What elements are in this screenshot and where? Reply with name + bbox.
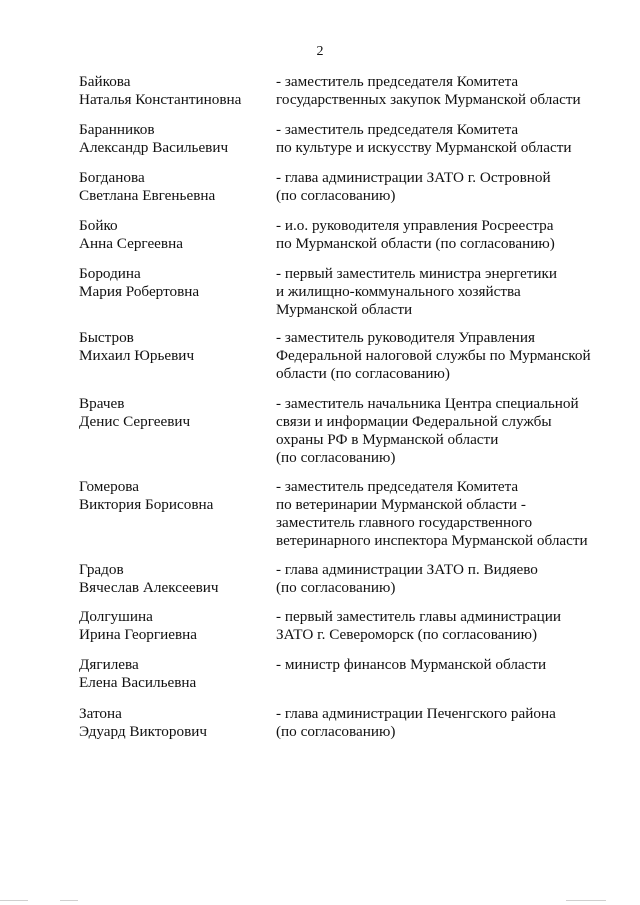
surname: Баранников bbox=[79, 121, 155, 138]
given-names: Мария Робертовна bbox=[79, 283, 200, 300]
role-line: охраны РФ в Мурманской области bbox=[276, 431, 499, 448]
person-name bbox=[79, 169, 269, 205]
given-names: Елена Васильевна bbox=[79, 674, 197, 691]
role-line: области (по согласованию) bbox=[276, 365, 450, 382]
role-line: - и.о. руководителя управления Росреестра bbox=[276, 217, 554, 234]
role-line: ЗАТО г. Североморск (по согласованию) bbox=[276, 626, 538, 643]
role-line: - заместитель начальника Центра специальной bbox=[276, 395, 579, 412]
given-names: Эдуард Викторович bbox=[79, 723, 208, 740]
role-line: - глава администрации Печенгского района bbox=[276, 705, 556, 722]
role-line: - заместитель председателя Комитета bbox=[276, 73, 519, 90]
person-role bbox=[276, 656, 606, 674]
role-line: (по согласованию) bbox=[276, 723, 396, 740]
role-line: - глава администрации ЗАТО п. Видяево bbox=[276, 561, 538, 578]
person-name bbox=[79, 561, 269, 597]
given-names: Михаил Юрьевич bbox=[79, 347, 195, 364]
role-line: - заместитель руководителя Управления bbox=[276, 329, 535, 346]
role-line: связи и информации Федеральной службы bbox=[276, 413, 552, 430]
person-name bbox=[79, 705, 269, 741]
role-line: (по согласованию) bbox=[276, 187, 396, 204]
surname: Долгушина bbox=[79, 608, 153, 625]
footer-rule-right bbox=[566, 900, 606, 901]
role-line: - заместитель председателя Комитета bbox=[276, 121, 519, 138]
role-line: - заместитель председателя Комитета bbox=[276, 478, 519, 495]
person-name bbox=[79, 73, 269, 109]
role-line: - глава администрации ЗАТО г. Островной bbox=[276, 169, 551, 186]
surname: Врачев bbox=[79, 395, 125, 412]
role-line: - министр финансов Мурманской области bbox=[276, 656, 547, 673]
person-role bbox=[276, 561, 606, 597]
person-role bbox=[276, 265, 606, 319]
role-line: - первый заместитель министра энергетики bbox=[276, 265, 557, 282]
person-role bbox=[276, 395, 606, 467]
role-line: заместитель главного государственного bbox=[276, 514, 533, 531]
person-role bbox=[276, 217, 606, 253]
person-role bbox=[276, 608, 606, 644]
role-line: (по согласованию) bbox=[276, 449, 396, 466]
person-name bbox=[79, 478, 269, 514]
role-line: государственных закупок Мурманской области bbox=[276, 91, 581, 108]
footer-rule-center bbox=[60, 900, 78, 901]
given-names: Наталья Константиновна bbox=[79, 91, 242, 108]
person-name bbox=[79, 656, 269, 692]
role-line: Мурманской области bbox=[276, 301, 413, 318]
role-line: по ветеринарии Мурманской области - bbox=[276, 496, 526, 513]
person-name bbox=[79, 329, 269, 365]
surname: Дягилева bbox=[79, 656, 139, 673]
surname: Быстров bbox=[79, 329, 134, 346]
given-names: Александр Васильевич bbox=[79, 139, 229, 156]
role-line: - первый заместитель главы администрации bbox=[276, 608, 561, 625]
person-role bbox=[276, 329, 606, 383]
person-name bbox=[79, 608, 269, 644]
surname: Бородина bbox=[79, 265, 141, 282]
role-line: и жилищно-коммунального хозяйства bbox=[276, 283, 521, 300]
person-role bbox=[276, 705, 606, 741]
person-role bbox=[276, 478, 606, 550]
given-names: Анна Сергеевна bbox=[79, 235, 183, 252]
given-names: Виктория Борисовна bbox=[79, 496, 214, 513]
role-line: ветеринарного инспектора Мурманской области bbox=[276, 532, 588, 549]
surname: Гомерова bbox=[79, 478, 139, 495]
person-name bbox=[79, 217, 269, 253]
page-number: 2 bbox=[316, 44, 324, 59]
surname: Градов bbox=[79, 561, 124, 578]
role-line: по Мурманской области (по согласованию) bbox=[276, 235, 555, 252]
given-names: Светлана Евгеньевна bbox=[79, 187, 216, 204]
given-names: Ирина Георгиевна bbox=[79, 626, 198, 643]
role-line: по культуре и искусству Мурманской области bbox=[276, 139, 572, 156]
surname: Затона bbox=[79, 705, 122, 722]
footer-rule-left bbox=[0, 900, 28, 901]
person-role bbox=[276, 73, 606, 109]
role-line: Федеральной налоговой службы по Мурманской bbox=[276, 347, 591, 364]
surname: Бойко bbox=[79, 217, 118, 234]
given-names: Вячеслав Алексеевич bbox=[79, 579, 219, 596]
person-name bbox=[79, 121, 269, 157]
given-names: Денис Сергеевич bbox=[79, 413, 191, 430]
role-line: (по согласованию) bbox=[276, 579, 396, 596]
person-role bbox=[276, 169, 606, 205]
person-name bbox=[79, 395, 269, 431]
person-role bbox=[276, 121, 606, 157]
surname: Богданова bbox=[79, 169, 145, 186]
person-name bbox=[79, 265, 269, 301]
surname: Байкова bbox=[79, 73, 131, 90]
